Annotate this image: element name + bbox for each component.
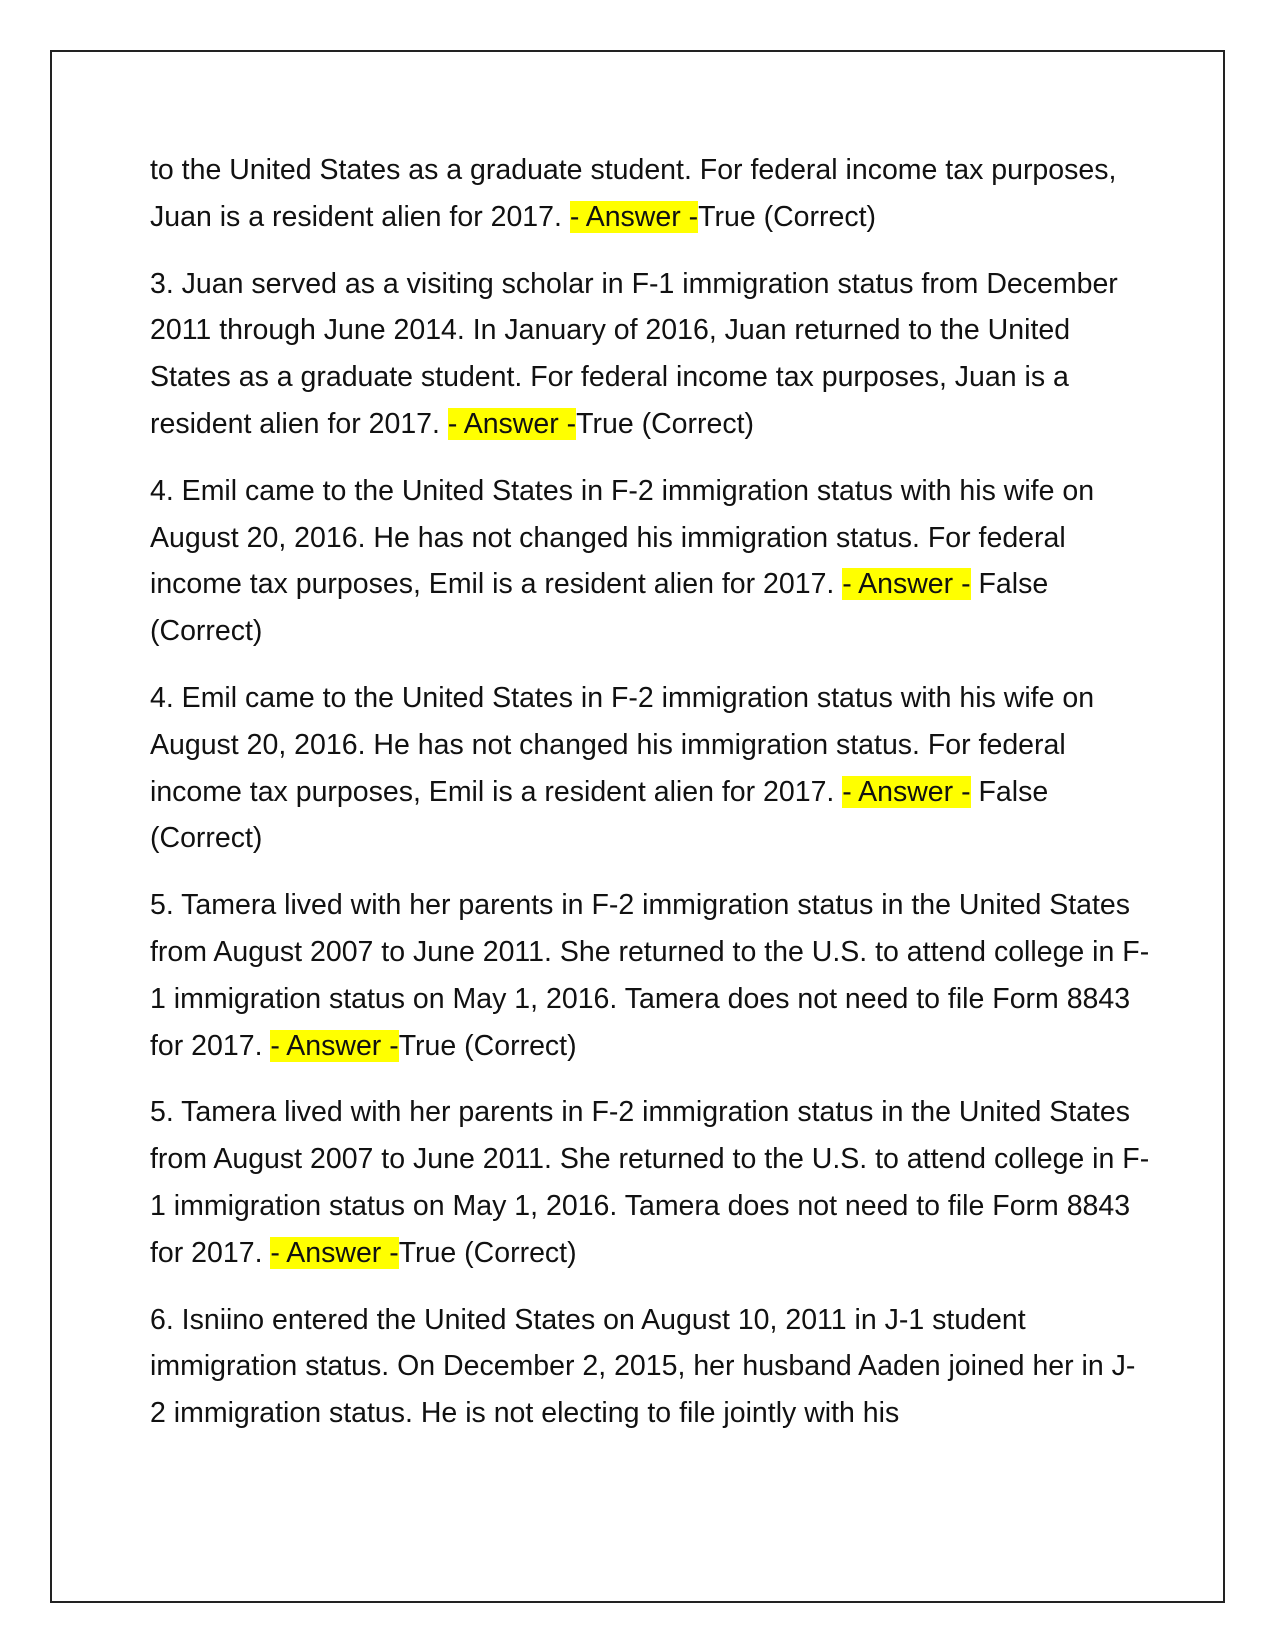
paragraph	[150, 147, 1150, 241]
answer-text: True (Correct)	[398, 1029, 577, 1062]
question-text: 4. Emil came to the United States in F-2 immigration status with his wife on August 20, 2016. He has not changed his immigration status. For federal income tax purposes, Emil is a resident alien for 2017.	[150, 474, 1095, 601]
answer-highlight: - Answer -	[270, 1029, 399, 1062]
question-text: 6. Isniino entered the United States on August 10, 2011 in J-1 student immigration status. On December 2, 2015, her husband Aaden joined her in J-2 immigration status. He is not electing to file jointly with his	[150, 1303, 1136, 1430]
answer-highlight: - Answer -	[842, 775, 971, 808]
question-text: 5. Tamera lived with her parents in F-2 immigration status in the United States from August 2007 to June 2011. She returned to the U.S. to attend college in F-1 immigration status on May 1, 2016. Tamera does not need to file Form 8843 for 2017.	[150, 1096, 1150, 1269]
answer-highlight: - Answer -	[842, 568, 971, 601]
paragraph	[150, 468, 1150, 655]
answer-text: False (Correct)	[150, 568, 1049, 648]
answer-text: True (Correct)	[698, 200, 877, 233]
answer-text: True (Correct)	[398, 1236, 577, 1269]
paragraph	[150, 1089, 1150, 1276]
question-text: 3. Juan served as a visiting scholar in F-1 immigration status from December 2011 through June 2014. In January of 2016, Juan returned to the United States as a graduate student. For federal income tax purposes, Juan is a resident alien for 2017.	[150, 267, 1118, 440]
document-body	[150, 147, 1150, 1457]
question-text: 4. Emil came to the United States in F-2 immigration status with his wife on August 20, 2016. He has not changed his immigration status. For federal income tax purposes, Emil is a resident alien for 2017.	[150, 681, 1095, 808]
paragraph	[150, 882, 1150, 1069]
question-text: 5. Tamera lived with her parents in F-2 immigration status in the United States from August 2007 to June 2011. She returned to the U.S. to attend college in F-1 immigration status on May 1, 2016. Tamera does not need to file Form 8843 for 2017.	[150, 889, 1150, 1062]
answer-text: False (Correct)	[150, 775, 1049, 855]
paragraph	[150, 261, 1150, 448]
answer-highlight: - Answer -	[569, 200, 699, 233]
question-text: to the United States as a graduate student. For federal income tax purposes, Juan is a resident alien for 2017.	[150, 154, 1117, 233]
paragraph	[150, 1297, 1150, 1437]
answer-highlight: - Answer -	[447, 407, 577, 440]
paragraph	[150, 675, 1150, 862]
answer-highlight: - Answer -	[270, 1236, 399, 1269]
answer-text: True (Correct)	[576, 407, 755, 440]
